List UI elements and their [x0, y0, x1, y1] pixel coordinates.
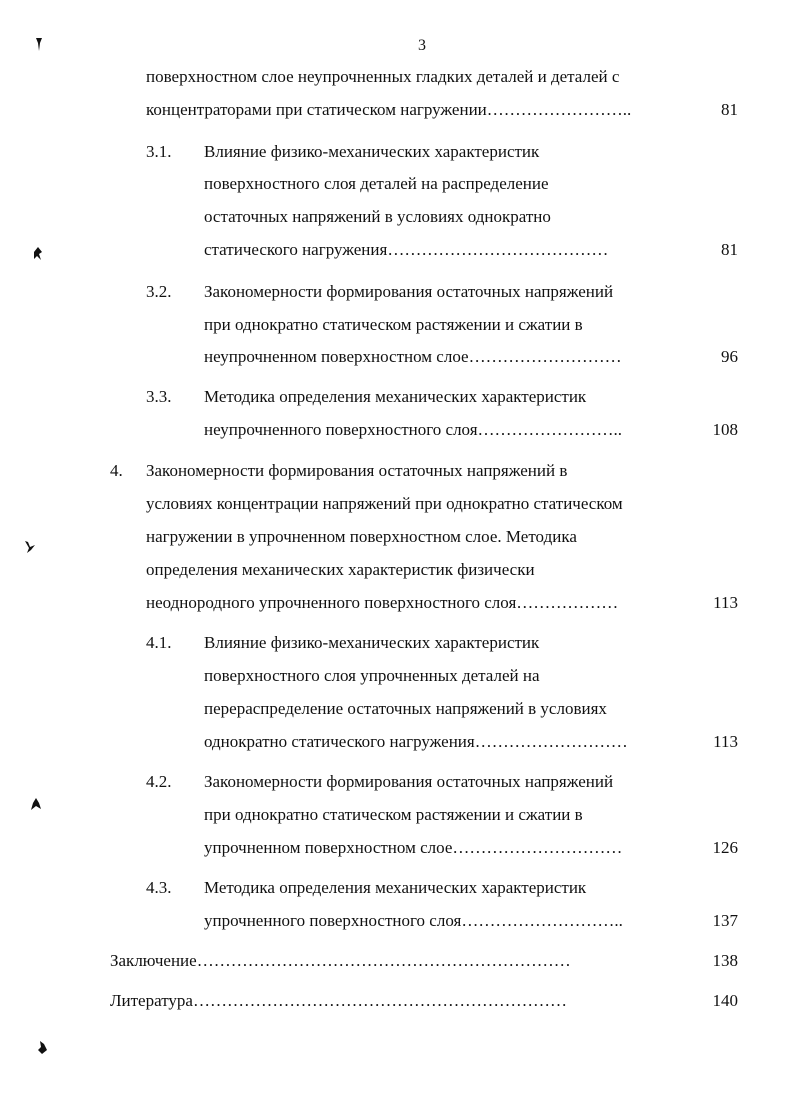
toc-page: 108	[712, 420, 738, 439]
toc-number: 3.3.	[146, 387, 172, 406]
toc-number: 3.1.	[146, 142, 172, 161]
toc-line: Заключение…………………………………………………………	[110, 951, 571, 970]
toc-line: Литература…………………………………………………………	[110, 991, 567, 1010]
toc-page: 138	[712, 951, 738, 970]
scan-mark-icon	[33, 36, 45, 52]
toc-line: упрочненном поверхностном слое…………………………	[204, 838, 623, 857]
toc-line: Закономерности формирования остаточных напряжений	[204, 282, 614, 301]
toc-line: определения механических характеристик физически	[146, 560, 535, 579]
toc-page: 96	[721, 347, 738, 366]
page-number: 3	[418, 37, 426, 54]
scan-mark-icon	[32, 246, 44, 262]
toc-line: Методика определения механических характеристик	[204, 387, 587, 406]
toc-line: остаточных напряжений в условиях однократно	[204, 207, 551, 226]
toc-number: 4.3.	[146, 878, 172, 897]
toc-line: поверхностного слоя упрочненных деталей на	[204, 666, 540, 685]
toc-number: 4.	[110, 461, 123, 480]
toc-line: неупрочненного поверхностного слоя……………………..	[204, 420, 623, 439]
toc-line: Влияние физико-механических характеристик	[204, 142, 540, 161]
toc-page: 137	[712, 911, 738, 930]
toc-line: Влияние физико-механических характеристик	[204, 633, 540, 652]
toc-page: 126	[712, 838, 738, 857]
scan-mark-icon	[36, 1040, 48, 1056]
toc-page: 113	[713, 732, 738, 751]
toc-line: условиях концентрации напряжений при однократно статическом	[146, 494, 623, 513]
toc-page: 81	[721, 100, 738, 119]
toc-line: поверхностном слое неупрочненных гладких деталей и деталей с	[146, 67, 620, 86]
toc-line: Закономерности формирования остаточных напряжений	[204, 772, 614, 791]
scan-mark-icon	[30, 797, 42, 813]
toc-line: перераспределение остаточных напряжений в условиях	[204, 699, 607, 718]
toc-line: Методика определения механических характеристик	[204, 878, 587, 897]
toc-line: неоднородного упрочненного поверхностного слоя………………	[146, 593, 619, 612]
toc-line: упрочненного поверхностного слоя………………………..	[204, 911, 623, 930]
toc-line: Закономерности формирования остаточных напряжений в	[146, 461, 568, 480]
scan-mark-icon	[24, 539, 36, 555]
toc-line: нагружении в упрочненном поверхностном слое. Методика	[146, 527, 577, 546]
toc-number: 4.2.	[146, 772, 172, 791]
toc-line: концентраторами при статическом нагружении……………………..	[146, 100, 632, 119]
toc-line: неупрочненном поверхностном слое………………………	[204, 347, 622, 366]
toc-page: 81	[721, 240, 738, 259]
toc-page: 113	[713, 593, 738, 612]
toc-line: при однократно статическом растяжении и сжатии в	[204, 315, 583, 334]
toc-line: статического нагружения…………………………………	[204, 240, 609, 259]
toc-line: поверхностного слоя деталей на распределение	[204, 174, 549, 193]
toc-page: 140	[712, 991, 738, 1010]
toc-line: при однократно статическом растяжении и сжатии в	[204, 805, 583, 824]
toc-number: 4.1.	[146, 633, 172, 652]
toc-line: однократно статического нагружения………………………	[204, 732, 628, 751]
toc-number: 3.2.	[146, 282, 172, 301]
